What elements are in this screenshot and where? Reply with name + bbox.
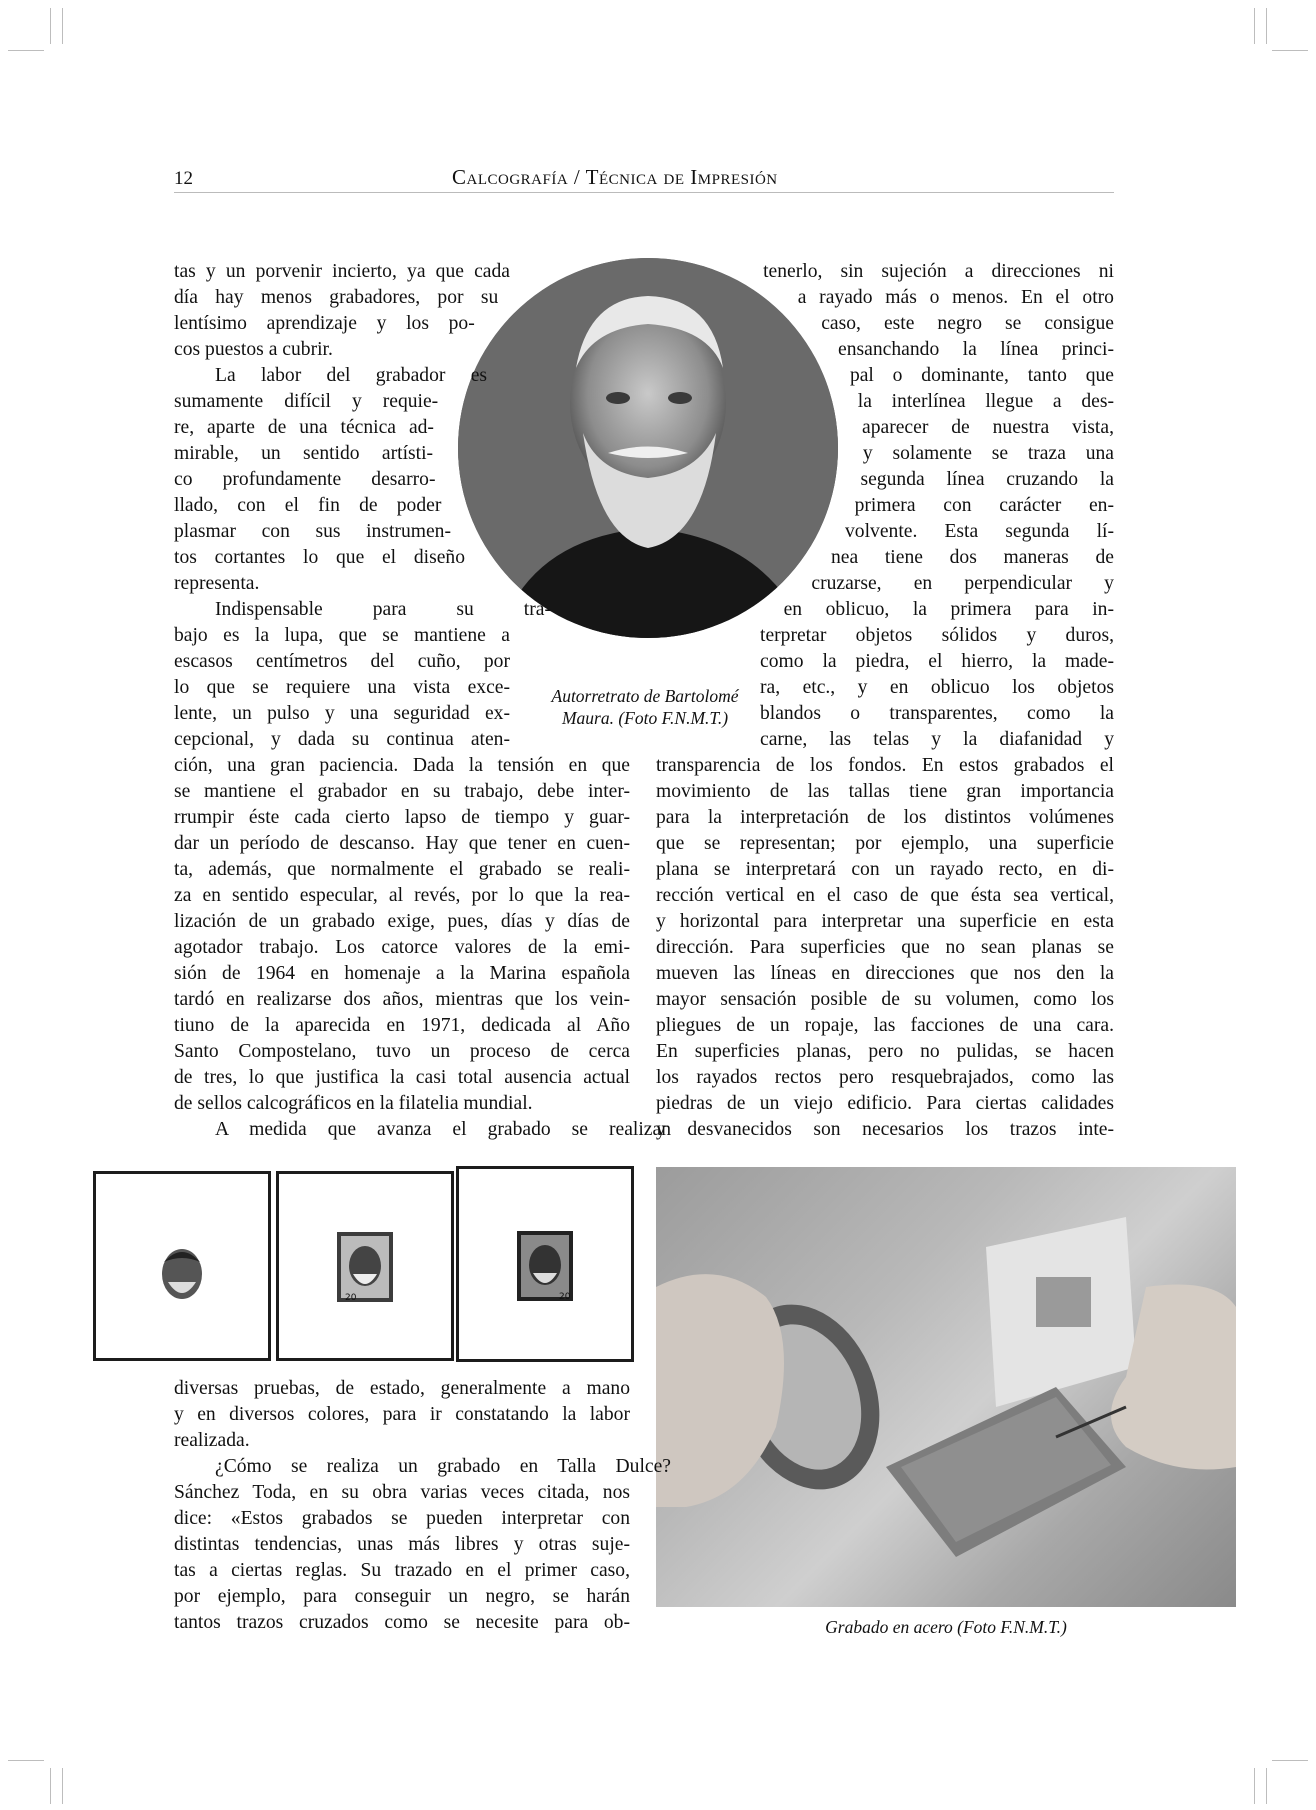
crop-mark [62,1768,63,1804]
text-line: terpretar objetos sólidos y duros, [760,625,1114,646]
text-column-left [174,259,671,1143]
text-line: a rayado más o menos. En el otro [797,287,1114,308]
text-line: tas a ciertas reglas. Su trazado en el primer caso, [174,1560,630,1581]
text-line: se mantiene el grabador en su trabajo, debe inter- [174,781,630,802]
text-line: de sellos calcográficos en la filatelia mundial. [174,1093,533,1114]
text-line: en oblicuo, la primera para in- [783,599,1114,620]
crop-mark [1272,50,1308,51]
text-line: sumamente difícil y requie- [174,391,439,412]
text-line: La labor del grabador es [215,365,488,386]
text-line: En superficies planas, pero no pulidas, se hacen [656,1041,1114,1062]
engraving-scene-illustration [656,1167,1236,1607]
crop-mark [1254,8,1255,44]
text-line: Indispensable para su tra- [215,599,551,620]
text-line: dar un período de descanso. Hay que tener en cuen- [174,833,630,854]
text-line: dirección. Para superficies que no sean planas se [656,937,1114,958]
crop-mark [8,50,44,51]
crop-mark [1266,8,1267,44]
text-line: que se representan; por ejemplo, una superficie [656,833,1114,854]
text-line: cos puestos a cubrir. [174,339,333,360]
crop-mark [8,1760,44,1761]
svg-text:20: 20 [345,1293,357,1303]
text-line: agotador trabajo. Los catorce valores de la emi- [174,937,630,958]
text-line: piedras de un viejo edificio. Para ciertas calidades [656,1093,1114,1114]
text-line: para la interpretación de los distintos volúmenes [656,807,1114,828]
stamp-proof-1 [93,1171,271,1361]
text-line: plana se interpretará con un rayado recto, en di- [656,859,1114,880]
text-line: ción, una gran paciencia. Dada la tensión en que [174,755,630,776]
text-line: distintas tendencias, unas más libres y otras suje- [174,1534,630,1555]
text-line: representa. [174,573,260,594]
engraving-photo [656,1167,1236,1607]
crop-mark [1266,1768,1267,1804]
text-line: co profundamente desarro- [174,469,436,490]
text-line: tardó en realizarse dos años, mientras que los vein- [174,989,630,1010]
text-line: de tres, lo que justifica la casi total ausencia actual [174,1067,630,1088]
text-line: caso, este negro se consigue [821,313,1114,334]
page-number: 12 [174,168,193,189]
portrait-caption: Autorretrato de Bartolomé Maura. (Foto F.N.M.T.) [551,686,739,728]
text-line: rección vertical en el caso de que ésta sea vertical, [656,885,1114,906]
text-line: lente, un pulso y una seguridad ex- [174,703,510,724]
text-line: llado, con el fin de poder [174,495,442,516]
stamp-design-icon [279,1174,451,1358]
text-line: nea tiene dos maneras de [830,547,1114,568]
text-line: y en diversos colores, para ir constatando la labor [174,1404,630,1425]
text-line: ensanchando la línea princi- [838,339,1114,360]
text-line: cepcional, y dada su continua aten- [174,729,510,750]
text-line: ra, etc., y en oblicuo los objetos [760,677,1114,698]
text-line: y horizontal para interpretar una superficie en esta [656,911,1114,932]
text-line: primera con carácter en- [854,495,1114,516]
text-line: los rayados rectos pero resquebrajados, como las [656,1067,1114,1088]
crop-mark [50,8,51,44]
running-header-title: Calcografía / Técnica de Impresión [452,165,778,189]
stamp-head-icon [96,1174,268,1358]
text-line: cruzarse, en perpendicular y [811,573,1114,594]
text-line: sión de 1964 en homenaje a la Marina española [174,963,630,984]
text-line: re, aparte de una técnica ad- [174,417,434,438]
text-line: mayor sensación posible de su volumen, como los [656,989,1114,1010]
text-line: blandos o transparentes, como la [760,703,1114,724]
header-rule [174,192,1114,193]
crop-mark [50,1768,51,1804]
text-line: diversas pruebas, de estado, generalmente a mano [174,1378,630,1399]
text-line: segunda línea cruzando la [860,469,1114,490]
text-line: plasmar con sus instrumen- [174,521,451,542]
text-line: y solamente se traza una [862,443,1114,464]
text-line: lo que se requiere una vista exce- [174,677,510,698]
crop-mark [1254,1768,1255,1804]
text-line: Santo Compostelano, tuvo un proceso de cerca [174,1041,630,1062]
text-line: ¿Cómo se realiza un grabado en Talla Dulce? [215,1456,671,1477]
text-line: movimiento de las tallas tiene gran importancia [656,781,1114,802]
text-line: transparencia de los fondos. En estos grabados el [656,755,1114,776]
text-line: Sánchez Toda, en su obra varias veces citada, nos [174,1482,630,1503]
stamp-proof-3 [456,1166,634,1362]
svg-text:20: 20 [559,1292,571,1302]
text-line: tos cortantes lo que el diseño [174,547,465,568]
text-line: tantos trazos cruzados como se necesite para ob- [174,1612,630,1633]
text-line: día hay menos grabadores, por su [174,287,499,308]
text-line: y desvanecidos son necesarios los trazos inte- [656,1119,1114,1140]
text-line: tiuno de la aparecida en 1971, dedicada al Año [174,1015,630,1036]
text-line: lización de un grabado exige, pues, días y días de [174,911,630,932]
text-line: mueven las líneas en direcciones que nos den la [656,963,1114,984]
crop-mark [62,8,63,44]
text-line: escasos centímetros del cuño, por [174,651,510,672]
text-line: volvente. Esta segunda lí- [845,521,1114,542]
photo-caption: Grabado en acero (Foto F.N.M.T.) [825,1617,1067,1637]
text-line: pal o dominante, tanto que [849,365,1114,386]
text-line: la interlínea llegue a des- [857,391,1114,412]
text-line: bajo es la lupa, que se mantiene a [174,625,510,646]
text-line: mirable, un sentido artísti- [174,443,434,464]
stamp-proof-2 [276,1171,454,1361]
text-line: pliegues de un ropaje, las facciones de una cara. [656,1015,1114,1036]
text-line: tenerlo, sin sujeción a direcciones ni [763,261,1114,282]
stamp-final-icon [459,1169,631,1359]
text-line: rrumpir éste cada cierto lapso de tiempo y guar- [174,807,630,828]
text-line: za en sentido especular, al revés, por lo que la rea- [174,885,630,906]
text-line: como la piedra, el hierro, la made- [760,651,1114,672]
text-column-left-bottom [174,1376,671,1636]
text-line: aparecer de nuestra vista, [862,417,1114,438]
text-column-right [656,259,1114,1143]
text-line: lentísimo aprendizaje y los po- [174,313,475,334]
text-line: ta, además, que normalmente el grabado se reali- [174,859,630,880]
text-line: realizada. [174,1430,250,1451]
text-line: tas y un porvenir incierto, ya que cada [174,261,510,282]
text-line: dice: «Estos grabados se pueden interpretar con [174,1508,630,1529]
text-line: por ejemplo, para conseguir un negro, se harán [174,1586,630,1607]
crop-mark [1272,1760,1308,1761]
text-line: A medida que avanza el grabado se realizan [215,1119,671,1140]
text-line: carne, las telas y la diafanidad y [760,729,1114,750]
